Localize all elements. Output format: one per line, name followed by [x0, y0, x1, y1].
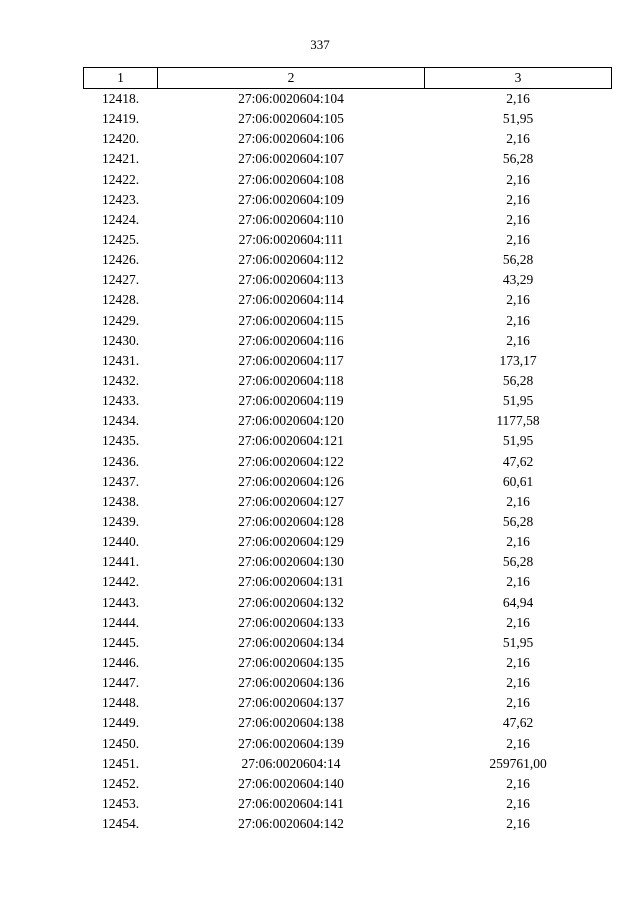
value-cell: 2,16	[506, 574, 530, 590]
value-cell: 2,16	[506, 735, 530, 751]
row-number-cell: 12450.	[101, 735, 140, 751]
row-number-cell: 12440.	[101, 534, 140, 550]
value-cell: 2,16	[506, 211, 530, 227]
row-number-cell: 12431.	[101, 352, 140, 368]
row-number-cell: 12428.	[101, 292, 140, 308]
value-cell: 2,16	[506, 171, 530, 187]
cadastral-number-cell: 27:06:0020604:14	[241, 755, 341, 771]
row-number-cell: 12418.	[101, 91, 140, 107]
value-cell: 64,94	[502, 594, 534, 610]
row-number-cell: 12420.	[101, 131, 140, 147]
cadastral-number-cell: 27:06:0020604:134	[238, 634, 344, 650]
value-cell: 56,28	[502, 514, 534, 530]
cadastral-number-cell: 27:06:0020604:128	[238, 514, 344, 530]
cadastral-number-cell: 27:06:0020604:116	[238, 332, 344, 348]
row-number-cell: 12433.	[101, 393, 140, 409]
cadastral-number-cell: 27:06:0020604:135	[238, 655, 344, 670]
cadastral-number-cell: 27:06:0020604:133	[238, 614, 344, 630]
value-cell: 2,16	[506, 312, 530, 328]
cadastral-number-cell: 27:06:0020604:106	[238, 131, 344, 147]
value-cell: 2,16	[506, 534, 530, 550]
row-number-cell: 12425.	[101, 232, 140, 248]
value-cell: 47,62	[502, 715, 534, 731]
row-number-cell: 12424.	[101, 211, 140, 227]
column-header-1: 1	[84, 68, 158, 89]
row-number-cell: 12422.	[101, 171, 140, 187]
row-number-cell: 12438.	[101, 493, 140, 509]
row-number-cell: 12452.	[101, 775, 140, 791]
value-cell: 2,16	[506, 816, 530, 832]
cadastral-number-cell: 27:06:0020604:111	[238, 232, 344, 248]
value-cell: 2,16	[506, 775, 530, 791]
value-cell: 60,61	[502, 473, 534, 489]
value-cell: 2,16	[506, 91, 530, 107]
value-cell: 2,16	[506, 232, 530, 248]
row-number-cell: 12432.	[101, 373, 140, 389]
table-row	[84, 170, 612, 190]
table-row	[84, 653, 612, 673]
cadastral-number-cell: 27:06:0020604:119	[238, 393, 344, 409]
row-number-cell: 12423.	[101, 191, 140, 207]
cadastral-number-cell: 27:06:0020604:105	[238, 111, 344, 127]
cadastral-number-cell: 27:06:0020604:122	[238, 453, 344, 469]
column-header-2: 2	[158, 68, 425, 89]
table-row	[84, 472, 612, 492]
column-header-3: 3	[425, 68, 612, 89]
table-row	[84, 713, 612, 733]
value-cell: 2,16	[506, 332, 530, 348]
cadastral-number-cell: 27:06:0020604:120	[238, 413, 344, 429]
cadastral-number-cell: 27:06:0020604:115	[238, 312, 344, 328]
table-row	[84, 230, 612, 250]
table-row	[84, 734, 612, 754]
cadastral-number-cell: 27:06:0020604:108	[238, 171, 344, 187]
row-number-cell: 12448.	[101, 695, 140, 711]
table-row	[84, 270, 612, 290]
row-number-cell: 12442.	[101, 574, 140, 590]
table-row	[84, 129, 612, 149]
value-cell: 56,28	[502, 554, 534, 570]
table-row	[84, 633, 612, 653]
cadastral-number-cell: 27:06:0020604:104	[238, 91, 344, 107]
table-row	[84, 613, 612, 633]
value-cell: 173,17	[499, 352, 537, 368]
value-cell: 43,29	[502, 272, 534, 288]
value-cell: 2,16	[506, 795, 530, 811]
row-number-cell: 12429.	[101, 312, 140, 328]
table-body	[84, 89, 612, 835]
value-cell: 56,28	[502, 252, 534, 268]
table-row	[84, 149, 612, 169]
cadastral-number-cell: 27:06:0020604:107	[238, 151, 344, 167]
row-number-cell: 12454.	[101, 816, 140, 832]
table-row	[84, 210, 612, 230]
cadastral-number-cell: 27:06:0020604:130	[238, 554, 344, 570]
value-cell: 47,62	[502, 453, 534, 469]
table-row	[84, 673, 612, 693]
table-row	[84, 250, 612, 270]
table-row	[84, 89, 612, 110]
cadastral-number-cell: 27:06:0020604:132	[238, 594, 344, 610]
table-row	[84, 391, 612, 411]
value-cell: 51,95	[502, 393, 534, 409]
row-number-cell: 12449.	[101, 715, 140, 731]
table-row	[84, 512, 612, 532]
table-row	[84, 774, 612, 794]
value-cell: 56,28	[502, 373, 534, 389]
cadastral-number-cell: 27:06:0020604:110	[238, 211, 344, 227]
row-number-cell: 12445.	[101, 634, 140, 650]
row-number-cell: 12435.	[101, 433, 140, 449]
cadastral-number-cell: 27:06:0020604:114	[238, 292, 344, 308]
row-number-cell: 12447.	[101, 675, 140, 691]
table-row	[84, 492, 612, 512]
cadastral-number-cell: 27:06:0020604:142	[238, 816, 344, 832]
data-table	[83, 67, 612, 834]
cadastral-number-cell: 27:06:0020604:109	[238, 191, 344, 207]
value-cell: 2,16	[506, 675, 530, 691]
table-row	[84, 431, 612, 451]
cadastral-number-cell: 27:06:0020604:136	[238, 675, 344, 691]
table-row	[84, 532, 612, 552]
value-cell: 51,95	[502, 634, 534, 650]
table-row	[84, 371, 612, 391]
value-cell: 2,16	[506, 131, 530, 147]
value-cell: 2,16	[506, 655, 530, 670]
cadastral-number-cell: 27:06:0020604:138	[238, 715, 344, 731]
row-number-cell: 12443.	[101, 594, 140, 610]
page-number: 337	[310, 37, 330, 52]
value-cell: 56,28	[502, 151, 534, 167]
value-cell: 2,16	[506, 493, 530, 509]
cadastral-number-cell: 27:06:0020604:113	[238, 272, 344, 288]
table-row	[84, 572, 612, 592]
cadastral-number-cell: 27:06:0020604:140	[238, 775, 344, 791]
table-row	[84, 452, 612, 472]
row-number-cell: 12430.	[101, 332, 140, 348]
row-number-cell: 12421.	[101, 151, 140, 167]
table-row	[84, 411, 612, 431]
table-row	[84, 331, 612, 351]
table-row	[84, 794, 612, 814]
table-row	[84, 290, 612, 310]
cadastral-number-cell: 27:06:0020604:129	[238, 534, 344, 550]
row-number-cell: 12437.	[101, 473, 140, 489]
table-row	[84, 552, 612, 572]
header-row	[84, 68, 612, 89]
table-row	[84, 693, 612, 713]
cadastral-number-cell: 27:06:0020604:118	[238, 373, 344, 389]
table-row	[84, 754, 612, 774]
cadastral-number-cell: 27:06:0020604:117	[238, 352, 344, 368]
table-row	[84, 311, 612, 331]
row-number-cell: 12426.	[101, 252, 140, 268]
cadastral-number-cell: 27:06:0020604:137	[238, 695, 344, 711]
row-number-cell: 12451.	[101, 755, 140, 771]
value-cell: 259761,00	[489, 755, 547, 771]
row-number-cell: 12436.	[101, 453, 140, 469]
table-header	[84, 68, 612, 89]
table-row	[84, 593, 612, 613]
value-cell: 2,16	[506, 292, 530, 308]
row-number-cell: 12427.	[101, 272, 140, 288]
cadastral-number-cell: 27:06:0020604:112	[238, 252, 344, 268]
table-row	[84, 190, 612, 210]
value-cell: 2,16	[506, 695, 530, 711]
row-number-cell: 12439.	[101, 514, 140, 530]
row-number-cell: 12419.	[101, 111, 140, 127]
cadastral-number-cell: 27:06:0020604:121	[238, 433, 344, 449]
value-cell: 2,16	[506, 614, 530, 630]
value-cell: 1177,58	[496, 413, 540, 429]
cadastral-number-cell: 27:06:0020604:127	[238, 493, 344, 509]
row-number-cell: 12446.	[101, 655, 140, 670]
cadastral-number-cell: 27:06:0020604:141	[238, 795, 344, 811]
row-number-cell: 12441.	[101, 554, 140, 570]
cadastral-number-cell: 27:06:0020604:126	[238, 473, 344, 489]
cadastral-number-cell: 27:06:0020604:139	[238, 735, 344, 751]
table-row	[84, 351, 612, 371]
cadastral-number-cell: 27:06:0020604:131	[238, 574, 344, 590]
table-row	[84, 109, 612, 129]
value-cell: 2,16	[506, 191, 530, 207]
table-row	[84, 814, 612, 834]
value-cell: 51,95	[502, 111, 534, 127]
row-number-cell: 12434.	[101, 413, 140, 429]
value-cell: 51,95	[502, 433, 534, 449]
row-number-cell: 12453.	[101, 795, 140, 811]
row-number-cell: 12444.	[101, 614, 140, 630]
